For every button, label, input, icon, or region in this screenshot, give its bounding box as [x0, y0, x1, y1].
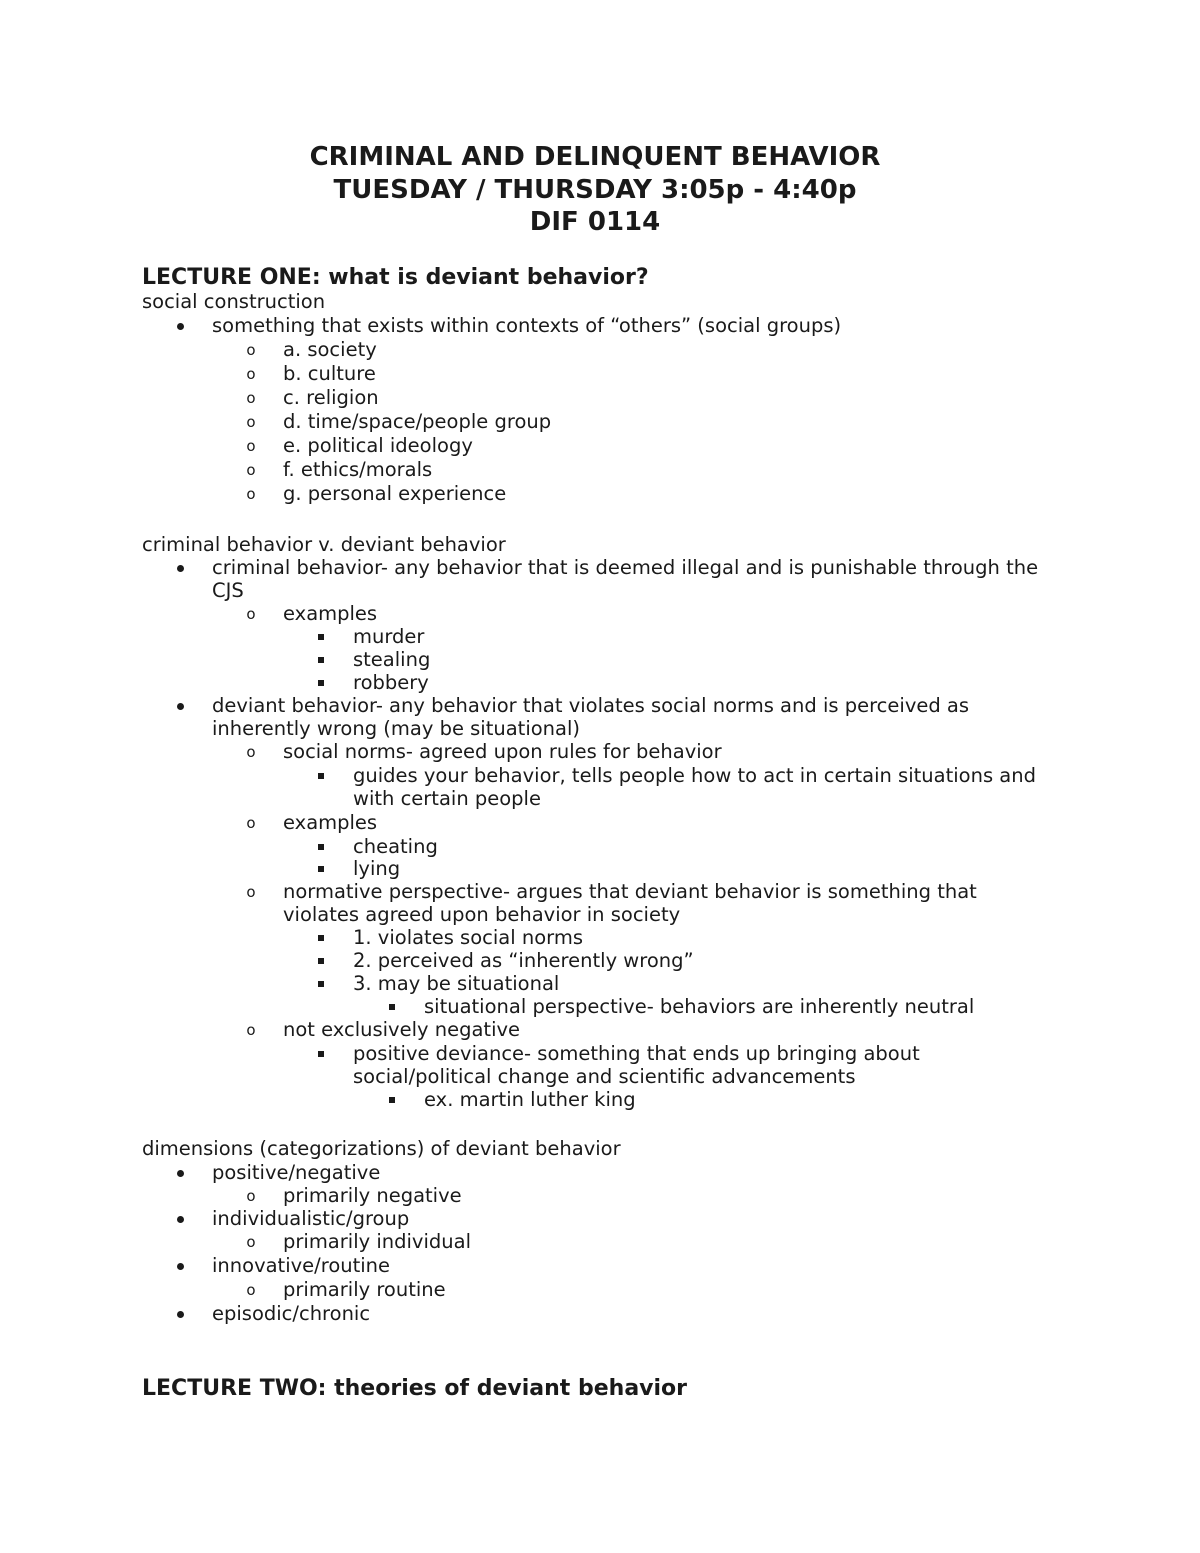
list-item: criminal behavior- any behavior that is deemed illegal and is punishable through the	[212, 556, 1039, 579]
list-item: innovative/routine	[212, 1254, 391, 1277]
bullet-square-icon	[313, 764, 329, 779]
bullet-circle-icon	[243, 362, 259, 386]
bullet-disc-icon	[172, 1302, 188, 1318]
list-item: a. society	[283, 338, 377, 361]
bullet-square-icon	[313, 671, 329, 686]
bullet-square-icon	[313, 625, 329, 640]
list-item: 1. violates social norms	[353, 926, 583, 949]
list-item-continuation: CJS	[212, 579, 244, 602]
document-title: CRIMINAL AND DELINQUENT BEHAVIOR	[309, 142, 881, 172]
list-item: 3. may be situational	[353, 972, 560, 995]
lecture-two-heading: LECTURE TWO: theories of deviant behavior	[142, 1376, 688, 1401]
bullet-disc-icon	[172, 1161, 188, 1177]
list-item: not exclusively negative	[283, 1018, 521, 1041]
lecture-one-heading: LECTURE ONE: what is deviant behavior?	[142, 265, 649, 290]
bullet-square-icon	[313, 857, 329, 872]
list-item: g. personal experience	[283, 482, 507, 505]
bullet-circle-icon	[243, 434, 259, 458]
list-item: 2. perceived as “inherently wrong”	[353, 949, 694, 972]
list-item: examples	[283, 602, 378, 625]
list-item: deviant behavior- any behavior that violates social norms and is perceived as	[212, 694, 970, 717]
bullet-square-icon	[313, 949, 329, 964]
list-item: normative perspective- argues that deviant behavior is something that	[283, 880, 977, 903]
section-title-dimensions: dimensions (categorizations) of deviant behavior	[142, 1137, 621, 1160]
list-item: murder	[353, 625, 425, 648]
bullet-disc-icon	[172, 1207, 188, 1223]
list-item: social norms- agreed upon rules for behavior	[283, 740, 722, 763]
list-item: examples	[283, 811, 378, 834]
list-item: ex. martin luther king	[424, 1088, 636, 1111]
bullet-circle-icon	[243, 811, 259, 835]
class-schedule: TUESDAY / THURSDAY 3:05p - 4:40p	[333, 175, 857, 205]
bullet-circle-icon	[243, 338, 259, 362]
section-title-social-construction: social construction	[142, 290, 326, 313]
bullet-circle-icon	[243, 602, 259, 626]
bullet-square-icon	[313, 1042, 329, 1057]
bullet-square-icon	[313, 648, 329, 663]
list-item: primarily negative	[283, 1184, 462, 1207]
room-number: DIF 0114	[529, 207, 661, 237]
list-item: lying	[353, 857, 401, 880]
list-item-continuation: inherently wrong (may be situational)	[212, 717, 581, 740]
list-item: positive deviance- something that ends up bringing about	[353, 1042, 920, 1065]
bullet-circle-icon	[243, 1184, 259, 1208]
list-item-continuation: with certain people	[353, 787, 541, 810]
bullet-square-icon	[313, 926, 329, 941]
bullet-circle-icon	[243, 1278, 259, 1302]
bullet-circle-icon	[243, 482, 259, 506]
bullet-circle-icon	[243, 410, 259, 434]
bullet-disc-icon	[172, 556, 188, 572]
list-item: individualistic/group	[212, 1207, 410, 1230]
list-item: cheating	[353, 835, 438, 858]
list-item: primarily routine	[283, 1278, 446, 1301]
list-item: situational perspective- behaviors are inherently neutral	[424, 995, 975, 1018]
list-item: c. religion	[283, 386, 379, 409]
bullet-disc-icon	[172, 1254, 188, 1270]
bullet-circle-icon	[243, 880, 259, 904]
list-item: episodic/chronic	[212, 1302, 371, 1325]
list-item: robbery	[353, 671, 429, 694]
bullet-circle-icon	[243, 1230, 259, 1254]
list-item: guides your behavior, tells people how to act in certain situations and	[353, 764, 1036, 787]
bullet-circle-icon	[243, 740, 259, 764]
list-item-continuation: violates agreed upon behavior in society	[283, 903, 681, 926]
bullet-square-icon	[313, 972, 329, 987]
list-item: f. ethics/morals	[283, 458, 433, 481]
list-item: stealing	[353, 648, 431, 671]
list-item: e. political ideology	[283, 434, 473, 457]
list-item: b. culture	[283, 362, 376, 385]
list-item: something that exists within contexts of “others” (social groups)	[212, 314, 842, 337]
bullet-disc-icon	[172, 694, 188, 710]
bullet-square-icon	[384, 995, 400, 1010]
list-item-continuation: social/political change and scientific advancements	[353, 1065, 856, 1088]
list-item: positive/negative	[212, 1161, 381, 1184]
bullet-disc-icon	[172, 314, 188, 330]
list-item: primarily individual	[283, 1230, 471, 1253]
section-title-criminal-vs-deviant: criminal behavior v. deviant behavior	[142, 533, 506, 556]
bullet-square-icon	[384, 1088, 400, 1103]
bullet-circle-icon	[243, 386, 259, 410]
bullet-circle-icon	[243, 458, 259, 482]
bullet-square-icon	[313, 835, 329, 850]
bullet-circle-icon	[243, 1018, 259, 1042]
list-item: d. time/space/people group	[283, 410, 552, 433]
